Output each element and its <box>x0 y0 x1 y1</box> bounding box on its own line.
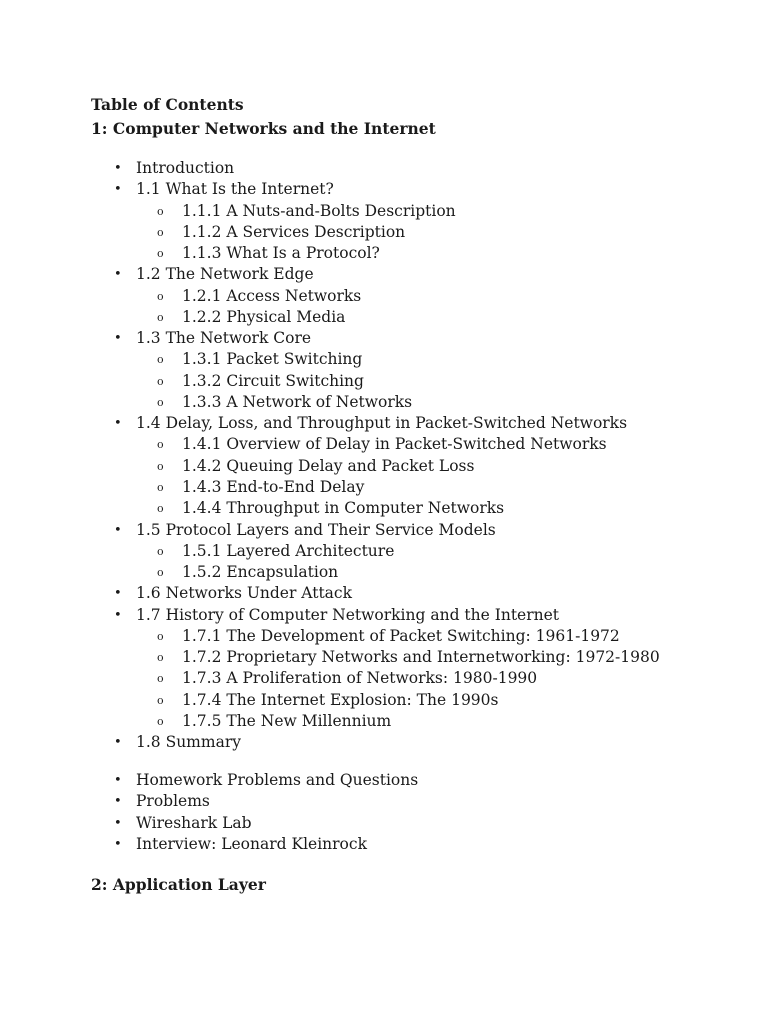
toc-subsection-item <box>0 243 660 264</box>
circle-bullet-icon: o <box>157 247 164 261</box>
toc-item-label: 1.1.2 A Services Description <box>182 222 406 241</box>
bullet-icon: • <box>114 331 122 347</box>
toc-section-item <box>0 813 418 834</box>
toc-section-item <box>0 605 660 626</box>
toc-title: Table of Contents <box>91 95 244 114</box>
toc-item-label: Homework Problems and Questions <box>136 771 419 789</box>
toc-subsection-item <box>0 711 660 732</box>
toc-item-label: 1.5.2 Encapsulation <box>182 563 339 582</box>
circle-bullet-icon: o <box>157 204 164 218</box>
toc-section-item <box>0 179 660 200</box>
toc-item-label: 1.3 The Network Core <box>136 329 312 348</box>
toc-item-label: 1.7.1 The Development of Packet Switching: 1961-1972 <box>182 626 620 645</box>
toc-section-item <box>0 834 418 855</box>
toc-item-label: 1.4.2 Queuing Delay and Packet Loss <box>182 456 475 475</box>
toc-section-item <box>0 732 660 753</box>
chapter-1-title: 1: Computer Networks and the Internet <box>91 119 436 138</box>
toc-item-label: 1.1.3 What Is a Protocol? <box>182 244 380 263</box>
toc-item-label: 1.5.1 Layered Architecture <box>182 541 395 560</box>
circle-bullet-icon: o <box>157 693 164 707</box>
toc-item-label: Introduction <box>136 159 235 177</box>
toc-subsection-item <box>0 456 660 477</box>
circle-bullet-icon: o <box>157 459 164 473</box>
toc-item-label: 1.2.1 Access Networks <box>182 286 362 305</box>
toc-subsection-item <box>0 307 660 328</box>
toc-item-label: 1.3.1 Packet Switching <box>182 350 363 369</box>
toc-subsection-item <box>0 371 660 392</box>
circle-bullet-icon: o <box>157 629 164 643</box>
toc-section-item <box>0 583 660 604</box>
toc-subsection-item <box>0 647 660 668</box>
chapter-2-title: 2: Application Layer <box>91 875 266 894</box>
toc-section-item <box>0 413 660 434</box>
bullet-icon: • <box>114 815 122 831</box>
toc-item-label: 1.5 Protocol Layers and Their Service Models <box>136 520 496 539</box>
toc-subsection-item <box>0 690 660 711</box>
toc-subsection-item <box>0 498 660 519</box>
toc-item-label: 1.4 Delay, Loss, and Throughput in Packet-Switched Networks <box>136 414 628 433</box>
chapter-1-extras <box>0 770 418 855</box>
toc-subsection-item <box>0 541 660 562</box>
toc-section-item <box>0 328 660 349</box>
toc-subsection-item <box>0 286 660 307</box>
toc-item-label: 1.1.1 A Nuts-and-Bolts Description <box>182 201 456 220</box>
toc-item-label: 1.8 Summary <box>136 733 241 752</box>
circle-bullet-icon: o <box>157 310 164 324</box>
toc-item-label: 1.2.2 Physical Media <box>182 307 346 326</box>
toc-item-label: 1.7.5 The New Millennium <box>182 711 392 730</box>
circle-bullet-icon: o <box>157 502 164 516</box>
toc-section-item <box>0 770 418 791</box>
toc-subsection-item <box>0 626 660 647</box>
circle-bullet-icon: o <box>157 395 164 409</box>
toc-item-label: 1.7.4 The Internet Explosion: The 1990s <box>182 690 499 709</box>
bullet-icon: • <box>114 794 122 810</box>
toc-item-label: 1.4.3 End-to-End Delay <box>182 477 365 496</box>
circle-bullet-icon: o <box>157 651 164 665</box>
toc-item-label: Interview: Leonard Kleinrock <box>136 834 367 853</box>
toc-item-label: 1.4.1 Overview of Delay in Packet-Switched Networks <box>182 435 607 454</box>
toc-subsection-item <box>0 349 660 370</box>
toc-item-label: 1.2 The Network Edge <box>136 265 314 284</box>
circle-bullet-icon: o <box>157 566 164 580</box>
chapter-1-outline <box>0 158 660 753</box>
circle-bullet-icon: o <box>157 374 164 388</box>
circle-bullet-icon: o <box>157 714 164 728</box>
circle-bullet-icon: o <box>157 289 164 303</box>
toc-item-label: 1.4.4 Throughput in Computer Networks <box>182 499 505 518</box>
bullet-icon: • <box>114 522 122 538</box>
bullet-icon: • <box>114 161 122 176</box>
toc-section-item <box>0 520 660 541</box>
toc-subsection-item <box>0 222 660 243</box>
toc-item-label: 1.6 Networks Under Attack <box>136 584 352 603</box>
toc-subsection-item <box>0 562 660 583</box>
bullet-icon: • <box>114 586 122 602</box>
toc-item-label: Problems <box>136 792 210 811</box>
toc-item-label: 1.7.2 Proprietary Networks and Internetworking: 1972-1980 <box>182 648 660 667</box>
bullet-icon: • <box>114 267 122 283</box>
circle-bullet-icon: o <box>157 672 164 686</box>
circle-bullet-icon: o <box>157 438 164 452</box>
toc-subsection-item <box>0 668 660 689</box>
toc-section-item <box>0 791 418 812</box>
toc-section-item <box>0 264 660 285</box>
toc-item-label: 1.1 What Is the Internet? <box>136 180 334 199</box>
toc-subsection-item <box>0 477 660 498</box>
bullet-icon: • <box>114 182 122 198</box>
toc-subsection-item <box>0 201 660 222</box>
circle-bullet-icon: o <box>157 480 164 494</box>
bullet-icon: • <box>114 416 122 432</box>
toc-item-label: 1.7.3 A Proliferation of Networks: 1980-1990 <box>182 669 538 688</box>
bullet-icon: • <box>114 607 122 623</box>
toc-subsection-item <box>0 392 660 413</box>
bullet-icon: • <box>114 735 122 751</box>
toc-subsection-item <box>0 434 660 455</box>
bullet-icon: • <box>114 773 122 788</box>
toc-item-label: 1.7 History of Computer Networking and the Internet <box>136 605 560 624</box>
circle-bullet-icon: o <box>157 544 164 558</box>
circle-bullet-icon: o <box>157 353 164 367</box>
toc-item-label: Wireshark Lab <box>136 813 252 832</box>
bullet-icon: • <box>114 836 122 852</box>
toc-item-label: 1.3.3 A Network of Networks <box>182 392 413 411</box>
circle-bullet-icon: o <box>157 225 164 239</box>
toc-section-item <box>0 158 660 179</box>
toc-item-label: 1.3.2 Circuit Switching <box>182 371 364 390</box>
